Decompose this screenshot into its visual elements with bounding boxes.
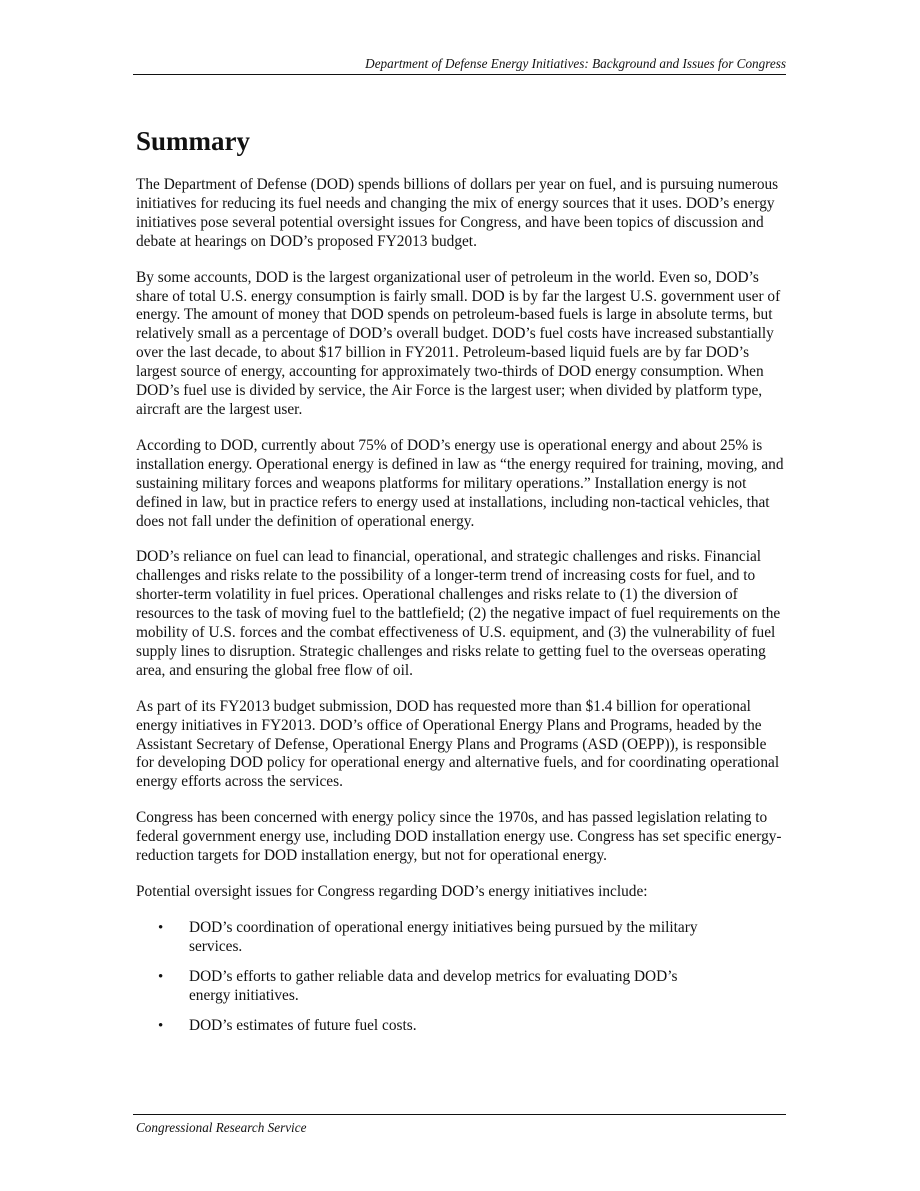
summary-body (136, 176, 786, 1046)
list-item (136, 1017, 786, 1036)
paragraph-congress-policy: Congress has been concerned with energy policy since the 1970s, and has passed legislation relating to federal government energy use, including DOD installation energy use. Congress has set specific energy-reduction targets for DOD installation energy, but not for operational energy. (136, 809, 782, 865)
page-title: Summary (136, 126, 250, 156)
running-header: Department of Defense Energy Initiatives: Background and Issues for Congress (133, 55, 786, 75)
paragraph-oversight-intro: Potential oversight issues for Congress regarding DOD’s energy initiatives include: (136, 883, 648, 900)
paragraph-petroleum-use: By some accounts, DOD is the largest organizational user of petroleum in the world. Even so, DOD’s share of total U.S. energy consumption is fairly small. DOD is by far the largest U.S. government user of energy. The amount of money that DOD spends on petroleum-based fuels is large in absolute terms, but relatively small as a percentage of DOD’s overall budget. DOD’s fuel costs have increased substantially over the last decade, to about $17 billion in FY2011. Petroleum-based liquid fuels are by far DOD’s largest source of energy, accounting for approximately two-thirds of DOD energy consumption. When DOD’s fuel use is divided by service, the Air Force is the largest user; when divided by platform type, aircraft are the largest user. (136, 268, 781, 418)
bullet-icon: • (158, 1017, 164, 1034)
document-page (136, 0, 786, 1191)
oversight-issues-list (136, 919, 786, 1036)
bullet-icon: • (158, 968, 164, 985)
list-item (136, 919, 786, 957)
list-item (136, 968, 786, 1006)
paragraph-operational-installation: According to DOD, currently about 75% of DOD’s energy use is operational energy and about 25% is installation energy. Operational energy is defined in law as “the energy required for training, moving, and sustaining military forces and weapons platforms for military operations.” Installation energy is not defined in law, but in practice refers to energy used at installations, including non-tactical vehicles, that does not fall under the definition of operational energy. (136, 436, 784, 530)
paragraph-challenges-risks: DOD’s reliance on fuel can lead to financial, operational, and strategic challenges and risks. Financial challenges and risks relate to the possibility of a longer-term trend of increasing costs for fuel, and to shorter-term volatility in fuel prices. Operational challenges and risks relate to (1) the diversion of resources to the task of moving fuel to the battlefield; (2) the negative impact of fuel requirements on the mobility of U.S. forces and the combat effectiveness of U.S. equipment, and (3) the vulnerability of fuel supply lines to disruption. Strategic challenges and risks relate to getting fuel to the overseas operating area, and ensuring the global free flow of oil. (136, 548, 781, 679)
list-item-text: DOD’s coordination of operational energy initiatives being pursued by the military services. (189, 918, 698, 955)
running-footer: Congressional Research Service (133, 1114, 786, 1137)
list-item-text: DOD’s efforts to gather reliable data and develop metrics for evaluating DOD’s energy initiatives. (189, 967, 678, 1004)
paragraph-intro: The Department of Defense (DOD) spends billions of dollars per year on fuel, and is pursuing numerous initiatives for reducing its fuel needs and changing the mix of energy sources that it uses. DOD’s energy initiatives pose several potential oversight issues for Congress, and have been topics of discussion and debate at hearings on DOD’s proposed FY2013 budget. (136, 176, 779, 250)
list-item-text: DOD’s estimates of future fuel costs. (189, 1016, 417, 1034)
paragraph-budget-request: As part of its FY2013 budget submission, DOD has requested more than $1.4 billion for operational energy initiatives in FY2013. DOD’s office of Operational Energy Plans and Programs, headed by the Assistant Secretary of Defense, Operational Energy Plans and Programs (ASD (OEPP)), is responsible for developing DOD policy for operational energy and alternative fuels, and for coordinating operational energy efforts across the services. (136, 697, 780, 791)
bullet-icon: • (158, 919, 164, 936)
